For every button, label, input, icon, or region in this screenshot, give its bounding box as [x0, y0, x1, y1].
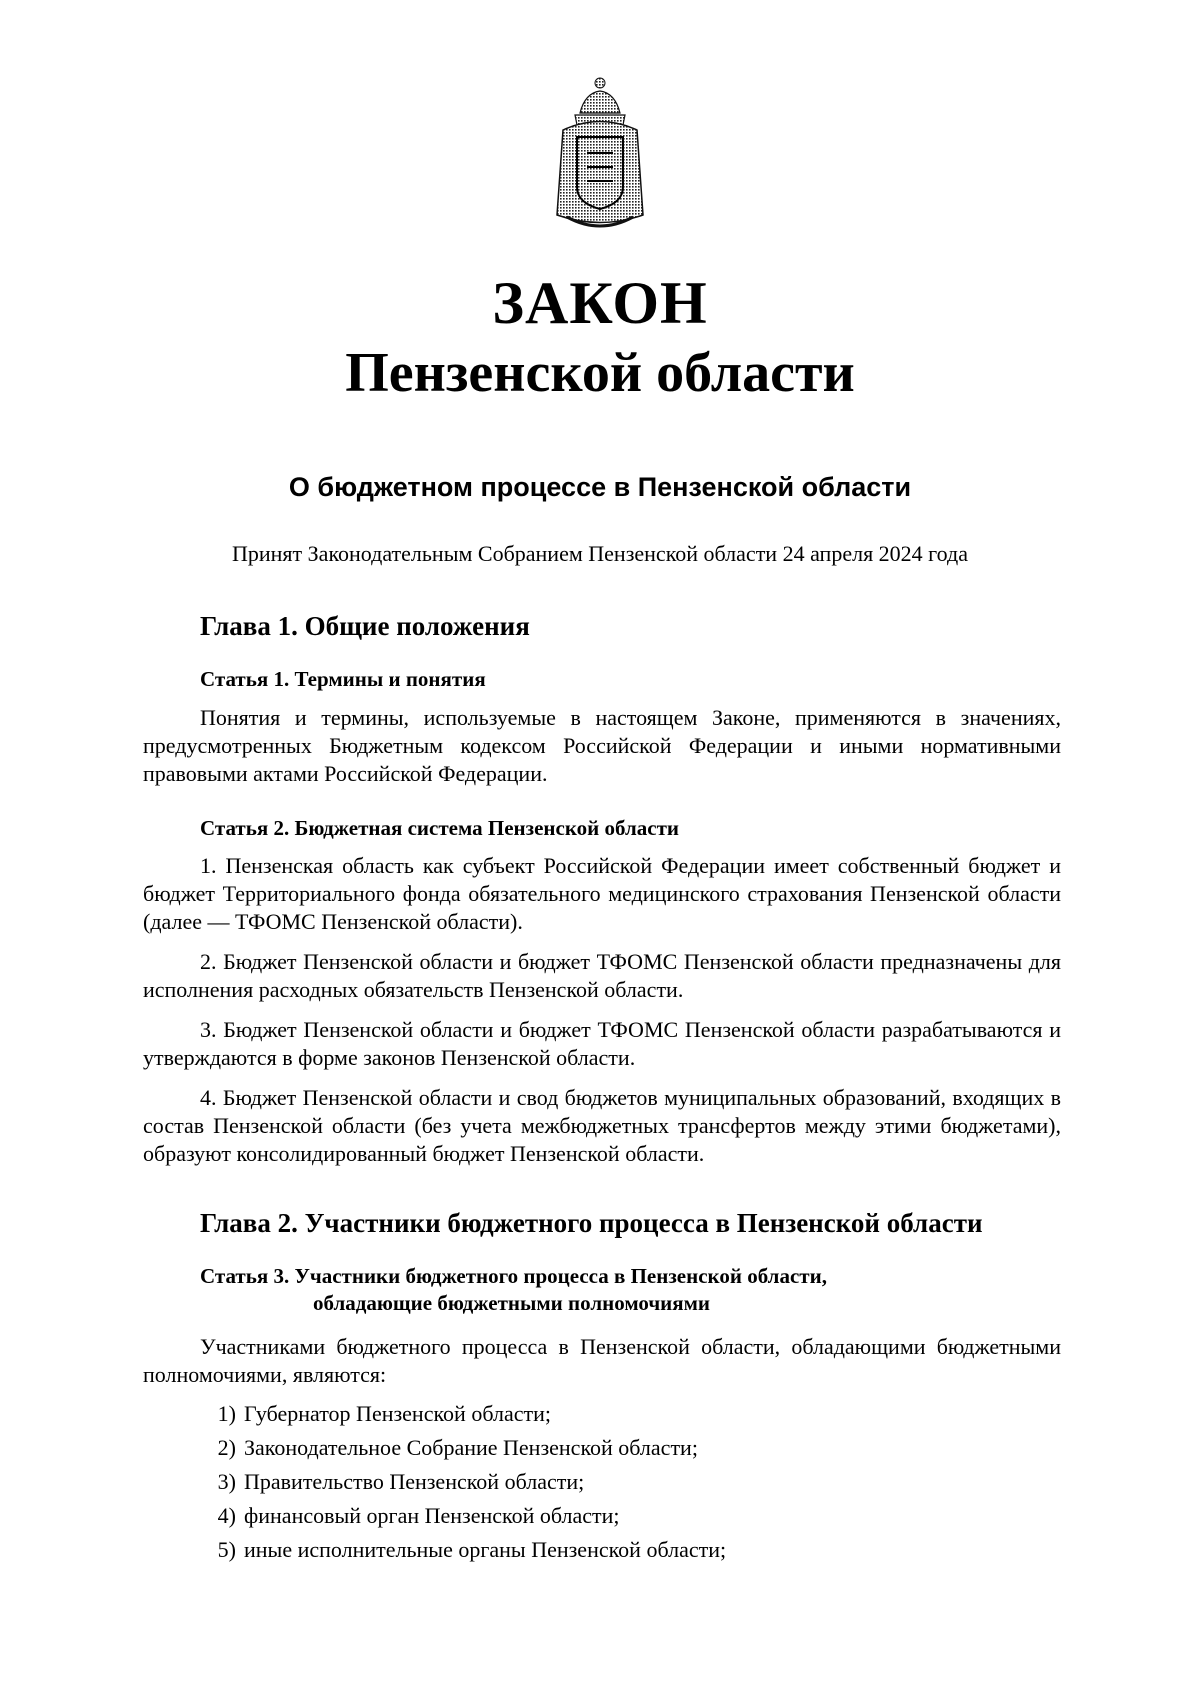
adoption-line: Принят Законодательным Собранием Пензенской области 24 апреля 2024 года [231, 541, 968, 566]
list-item-text: Губернатор Пензенской области; [244, 1401, 551, 1426]
article-3-text: Участниками бюджетного процесса в Пензенской области, обладающими бюджетными полномочиями, являются: [143, 1334, 1061, 1387]
list-item-number: 2) [217, 1435, 236, 1460]
article-2-heading: Статья 2. Бюджетная система Пензенской области [200, 816, 679, 840]
article-3-heading-line-1: Статья 3. Участники бюджетного процесса в Пензенской области, [200, 1264, 827, 1288]
article-2-paragraph-2: 2. Бюджет Пензенской области и бюджет ТФОМС Пензенской области предназначены для исполнения расходных обязательств Пензенской области. [143, 949, 1061, 1002]
list-item-text: финансовый орган Пензенской области; [244, 1503, 620, 1528]
list-item [206, 1468, 584, 1496]
law-name: О бюджетном процессе в Пензенской области [288, 472, 912, 502]
list-item [206, 1502, 620, 1530]
document-subtitle: Пензенской области [345, 342, 855, 404]
chapter-2-heading: Глава 2. Участники бюджетного процесса в Пензенской области [200, 1208, 983, 1238]
article-3-heading-line-2: обладающие бюджетными полномочиями [313, 1291, 711, 1315]
list-item-number: 3) [217, 1469, 236, 1494]
list-item-number: 1) [217, 1401, 236, 1426]
document-title: ЗАКОН [492, 270, 708, 336]
coat-of-arms-icon [545, 75, 655, 235]
list-item-text: Правительство Пензенской области; [244, 1469, 585, 1494]
article-2-paragraph-4: 4. Бюджет Пензенской области и свод бюджетов муниципальных образований, входящих в состав Пензенской области (без учета межбюджетных трансфертов между этими бюджетами), образуют консолидированный бюджет Пензенской области. [143, 1085, 1061, 1166]
article-2-paragraph-3: 3. Бюджет Пензенской области и бюджет ТФОМС Пензенской области разрабатываются и утверждаются в форме законов Пензенской области. [143, 1017, 1061, 1070]
article-1-heading: Статья 1. Термины и понятия [200, 667, 486, 691]
list-item [206, 1536, 726, 1564]
list-item [206, 1400, 551, 1428]
list-item-text: иные исполнительные органы Пензенской области; [244, 1537, 727, 1562]
coat-of-arms-emblem [545, 75, 655, 235]
article-2-paragraph-1: 1. Пензенская область как субъект Российской Федерации имеет собственный бюджет и бюджет Территориального фонда обязательного медицинского страхования Пензенской области (далее — ТФОМС Пензенской области). [143, 853, 1061, 934]
chapter-1-heading: Глава 1. Общие положения [200, 611, 530, 641]
article-3-heading [200, 1263, 827, 1317]
article-1-text: Понятия и термины, используемые в настоящем Законе, применяются в значениях, предусмотренных Бюджетным кодексом Российской Федерации и иными нормативными правовыми актами Российской Федерации. [143, 705, 1061, 786]
list-item [206, 1434, 698, 1462]
list-item-text: Законодательное Собрание Пензенской области; [244, 1435, 698, 1460]
list-item-number: 5) [217, 1537, 236, 1562]
list-item-number: 4) [217, 1503, 236, 1528]
